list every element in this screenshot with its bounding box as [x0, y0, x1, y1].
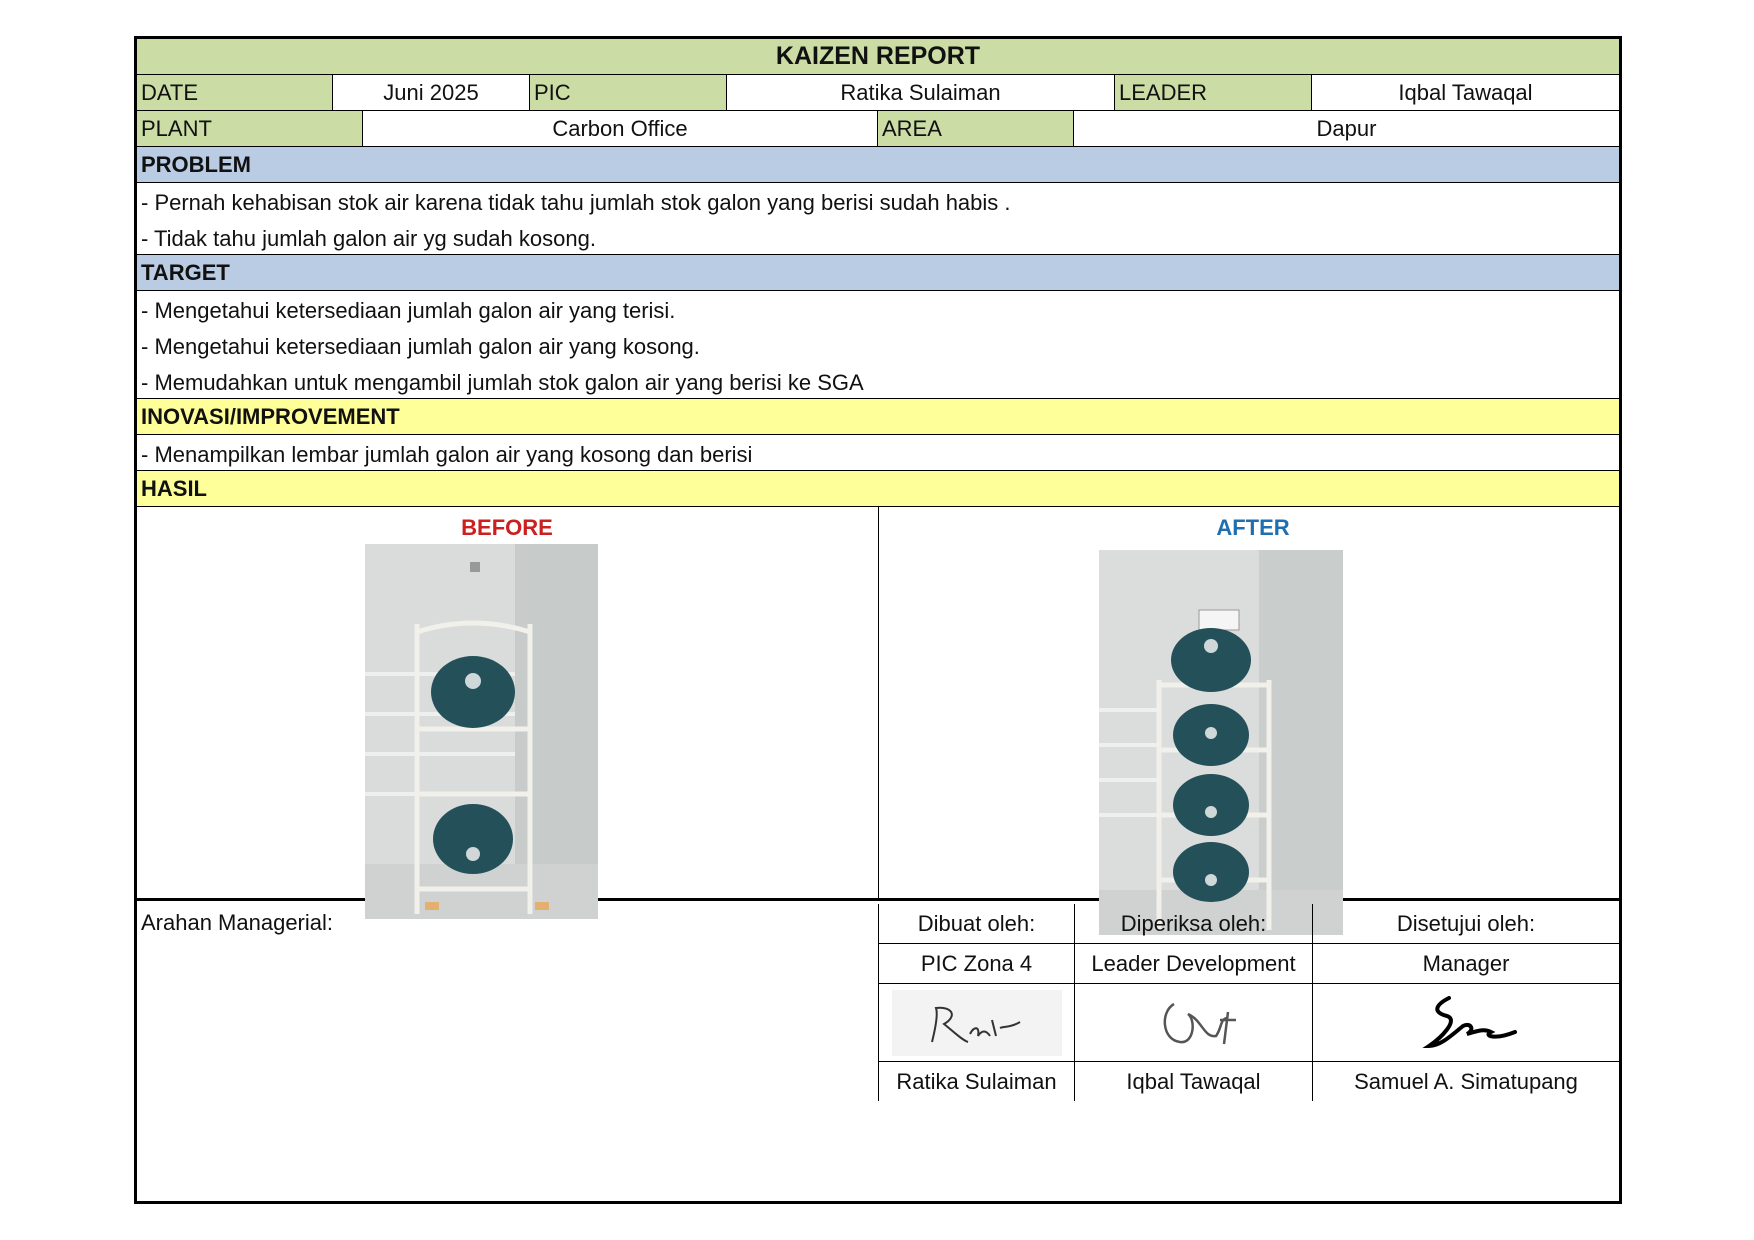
- leader-value: Iqbal Tawaqal: [1398, 79, 1533, 105]
- approval-section: [137, 904, 1619, 1101]
- date-label: DATE: [137, 75, 333, 110]
- after-label: AFTER: [1216, 515, 1290, 540]
- pic-label: PIC: [530, 75, 727, 110]
- target-body: [137, 291, 1619, 399]
- info-row-1: [137, 75, 1619, 111]
- approval-header-row: [879, 904, 1619, 944]
- result-photos: [137, 507, 1619, 901]
- approved-by-name: Samuel A. Simatupang: [1354, 1068, 1578, 1094]
- target-heading-row: [137, 255, 1619, 291]
- managerial-label: Arahan Managerial:: [141, 910, 334, 935]
- after-photo: [1099, 550, 1343, 935]
- approved-by-signature: [1391, 988, 1541, 1058]
- kaizen-report: [134, 36, 1622, 1204]
- problem-line: - Tidak tahu jumlah galon air yg sudah kosong.: [141, 226, 596, 251]
- area-label: AREA: [878, 111, 1074, 146]
- approved-by-label: Disetujui oleh:: [1396, 910, 1536, 936]
- info-row-2: [137, 111, 1619, 147]
- target-line: - Mengetahui ketersediaan jumlah galon air yang kosong.: [141, 334, 700, 359]
- checked-by-name: Iqbal Tawaqal: [1075, 1062, 1313, 1101]
- approval-signature-row: [879, 984, 1619, 1062]
- approved-by-role: Manager: [1422, 950, 1510, 976]
- improvement-line: - Menampilkan lembar jumlah galon air yang kosong dan berisi: [141, 442, 753, 467]
- problem-line: - Pernah kehabisan stok air karena tidak tahu jumlah stok galon yang berisi sudah habis .: [141, 190, 1011, 215]
- pic-value: Ratika Sulaiman: [727, 75, 1115, 110]
- report-title: KAIZEN REPORT: [775, 42, 981, 70]
- target-heading: TARGET: [141, 259, 230, 285]
- plant-label: PLANT: [137, 111, 363, 146]
- approval-role-row: [879, 944, 1619, 984]
- made-by-role: PIC Zona 4: [879, 944, 1075, 983]
- improvement-heading: INOVASI/IMPROVEMENT: [141, 403, 400, 429]
- made-by-signature: [892, 990, 1062, 1056]
- checked-by-signature: [1124, 990, 1264, 1056]
- checked-by-signature-cell: [1075, 984, 1313, 1061]
- checked-by-role: Leader Development: [1075, 944, 1313, 983]
- area-value: Dapur: [1316, 115, 1377, 141]
- made-by-signature-cell: [879, 984, 1075, 1061]
- leader-label: LEADER: [1115, 75, 1312, 110]
- plant-value: Carbon Office: [363, 111, 878, 146]
- problem-heading-row: [137, 147, 1619, 183]
- improvement-body: [137, 435, 1619, 471]
- result-heading-row: [137, 471, 1619, 507]
- checked-by-label: Diperiksa oleh:: [1075, 904, 1313, 943]
- before-photo: [365, 544, 598, 919]
- approval-name-row: [879, 1062, 1619, 1101]
- report-title-row: [137, 39, 1619, 75]
- problem-heading: PROBLEM: [141, 151, 251, 177]
- approved-by-signature-cell: [1313, 984, 1619, 1061]
- made-by-name: Ratika Sulaiman: [879, 1062, 1075, 1101]
- target-line: - Memudahkan untuk mengambil jumlah stok galon air yang berisi ke SGA: [141, 370, 864, 395]
- target-line: - Mengetahui ketersediaan jumlah galon air yang terisi.: [141, 298, 676, 323]
- photo-divider: [878, 507, 879, 898]
- made-by-label: Dibuat oleh:: [879, 904, 1075, 943]
- before-label: BEFORE: [461, 515, 553, 540]
- improvement-heading-row: [137, 399, 1619, 435]
- result-heading: HASIL: [141, 475, 207, 501]
- date-value: Juni 2025: [333, 75, 530, 110]
- problem-body: [137, 183, 1619, 255]
